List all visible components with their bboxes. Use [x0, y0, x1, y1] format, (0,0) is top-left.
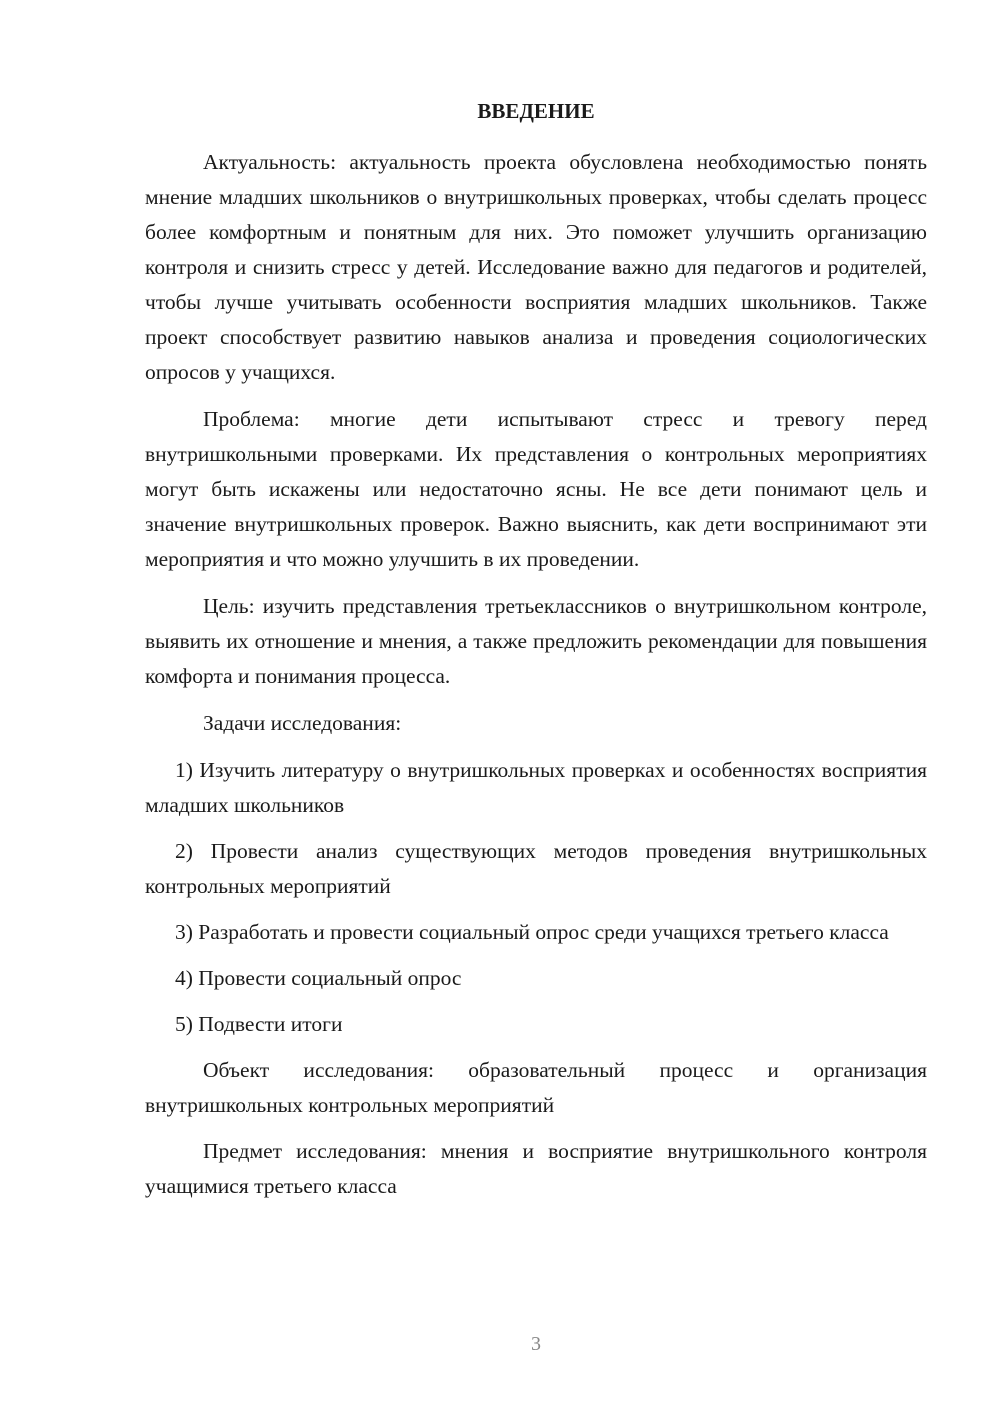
page-number: 3: [531, 1333, 541, 1355]
tasks-heading: Задачи исследования:: [203, 711, 402, 735]
paragraph-relevance: Актуальность: актуальность проекта обусловлена необходимостью понять мнение младших школьников о внутришкольных проверках, чтобы сделать процесс более комфортным и понятным для них. Это поможет улучшить организацию контроля и снизить стресс у детей. Исследование важно для педагогов и родителей, чтобы лучше учитывать особенности восприятия младших школьников. Также проект способствует развитию навыков анализа и проведения социологических опросов у учащихся.: [145, 150, 927, 384]
task-item-2: 2) Провести анализ существующих методов проведения внутришкольных контрольных мероприятий: [145, 839, 927, 898]
task-item-5: 5) Подвести итоги: [175, 1012, 343, 1036]
paragraph-problem: Проблема: многие дети испытывают стресс и тревогу перед внутришкольными проверками. Их представления о контрольных мероприятиях могут быть искажены или недостаточно ясны. Не все дети понимают цель и значение внутришкольных проверок. Важно выяснить, как дети воспринимают эти мероприятия и что можно улучшить в их проведении.: [145, 407, 927, 571]
paragraph-subject: Предмет исследования: мнения и восприятие внутришкольного контроля учащимися третьего класса: [145, 1139, 927, 1198]
page-title: ВВЕДЕНИЕ: [477, 99, 595, 123]
document-body: [145, 145, 927, 1204]
paragraph-goal: Цель: изучить представления третьеклассников о внутришкольном контроле, выявить их отношение и мнения, а также предложить рекомендации для повышения комфорта и понимания процесса.: [145, 594, 927, 688]
task-item-1: 1) Изучить литературу о внутришкольных проверках и особенностях восприятия младших школьников: [145, 758, 927, 817]
task-item-3: 3) Разработать и провести социальный опрос среди учащихся третьего класса: [175, 920, 889, 944]
paragraph-object: Объект исследования: образовательный процесс и организация внутришкольных контрольных мероприятий: [145, 1058, 927, 1117]
task-item-4: 4) Провести социальный опрос: [175, 966, 462, 990]
